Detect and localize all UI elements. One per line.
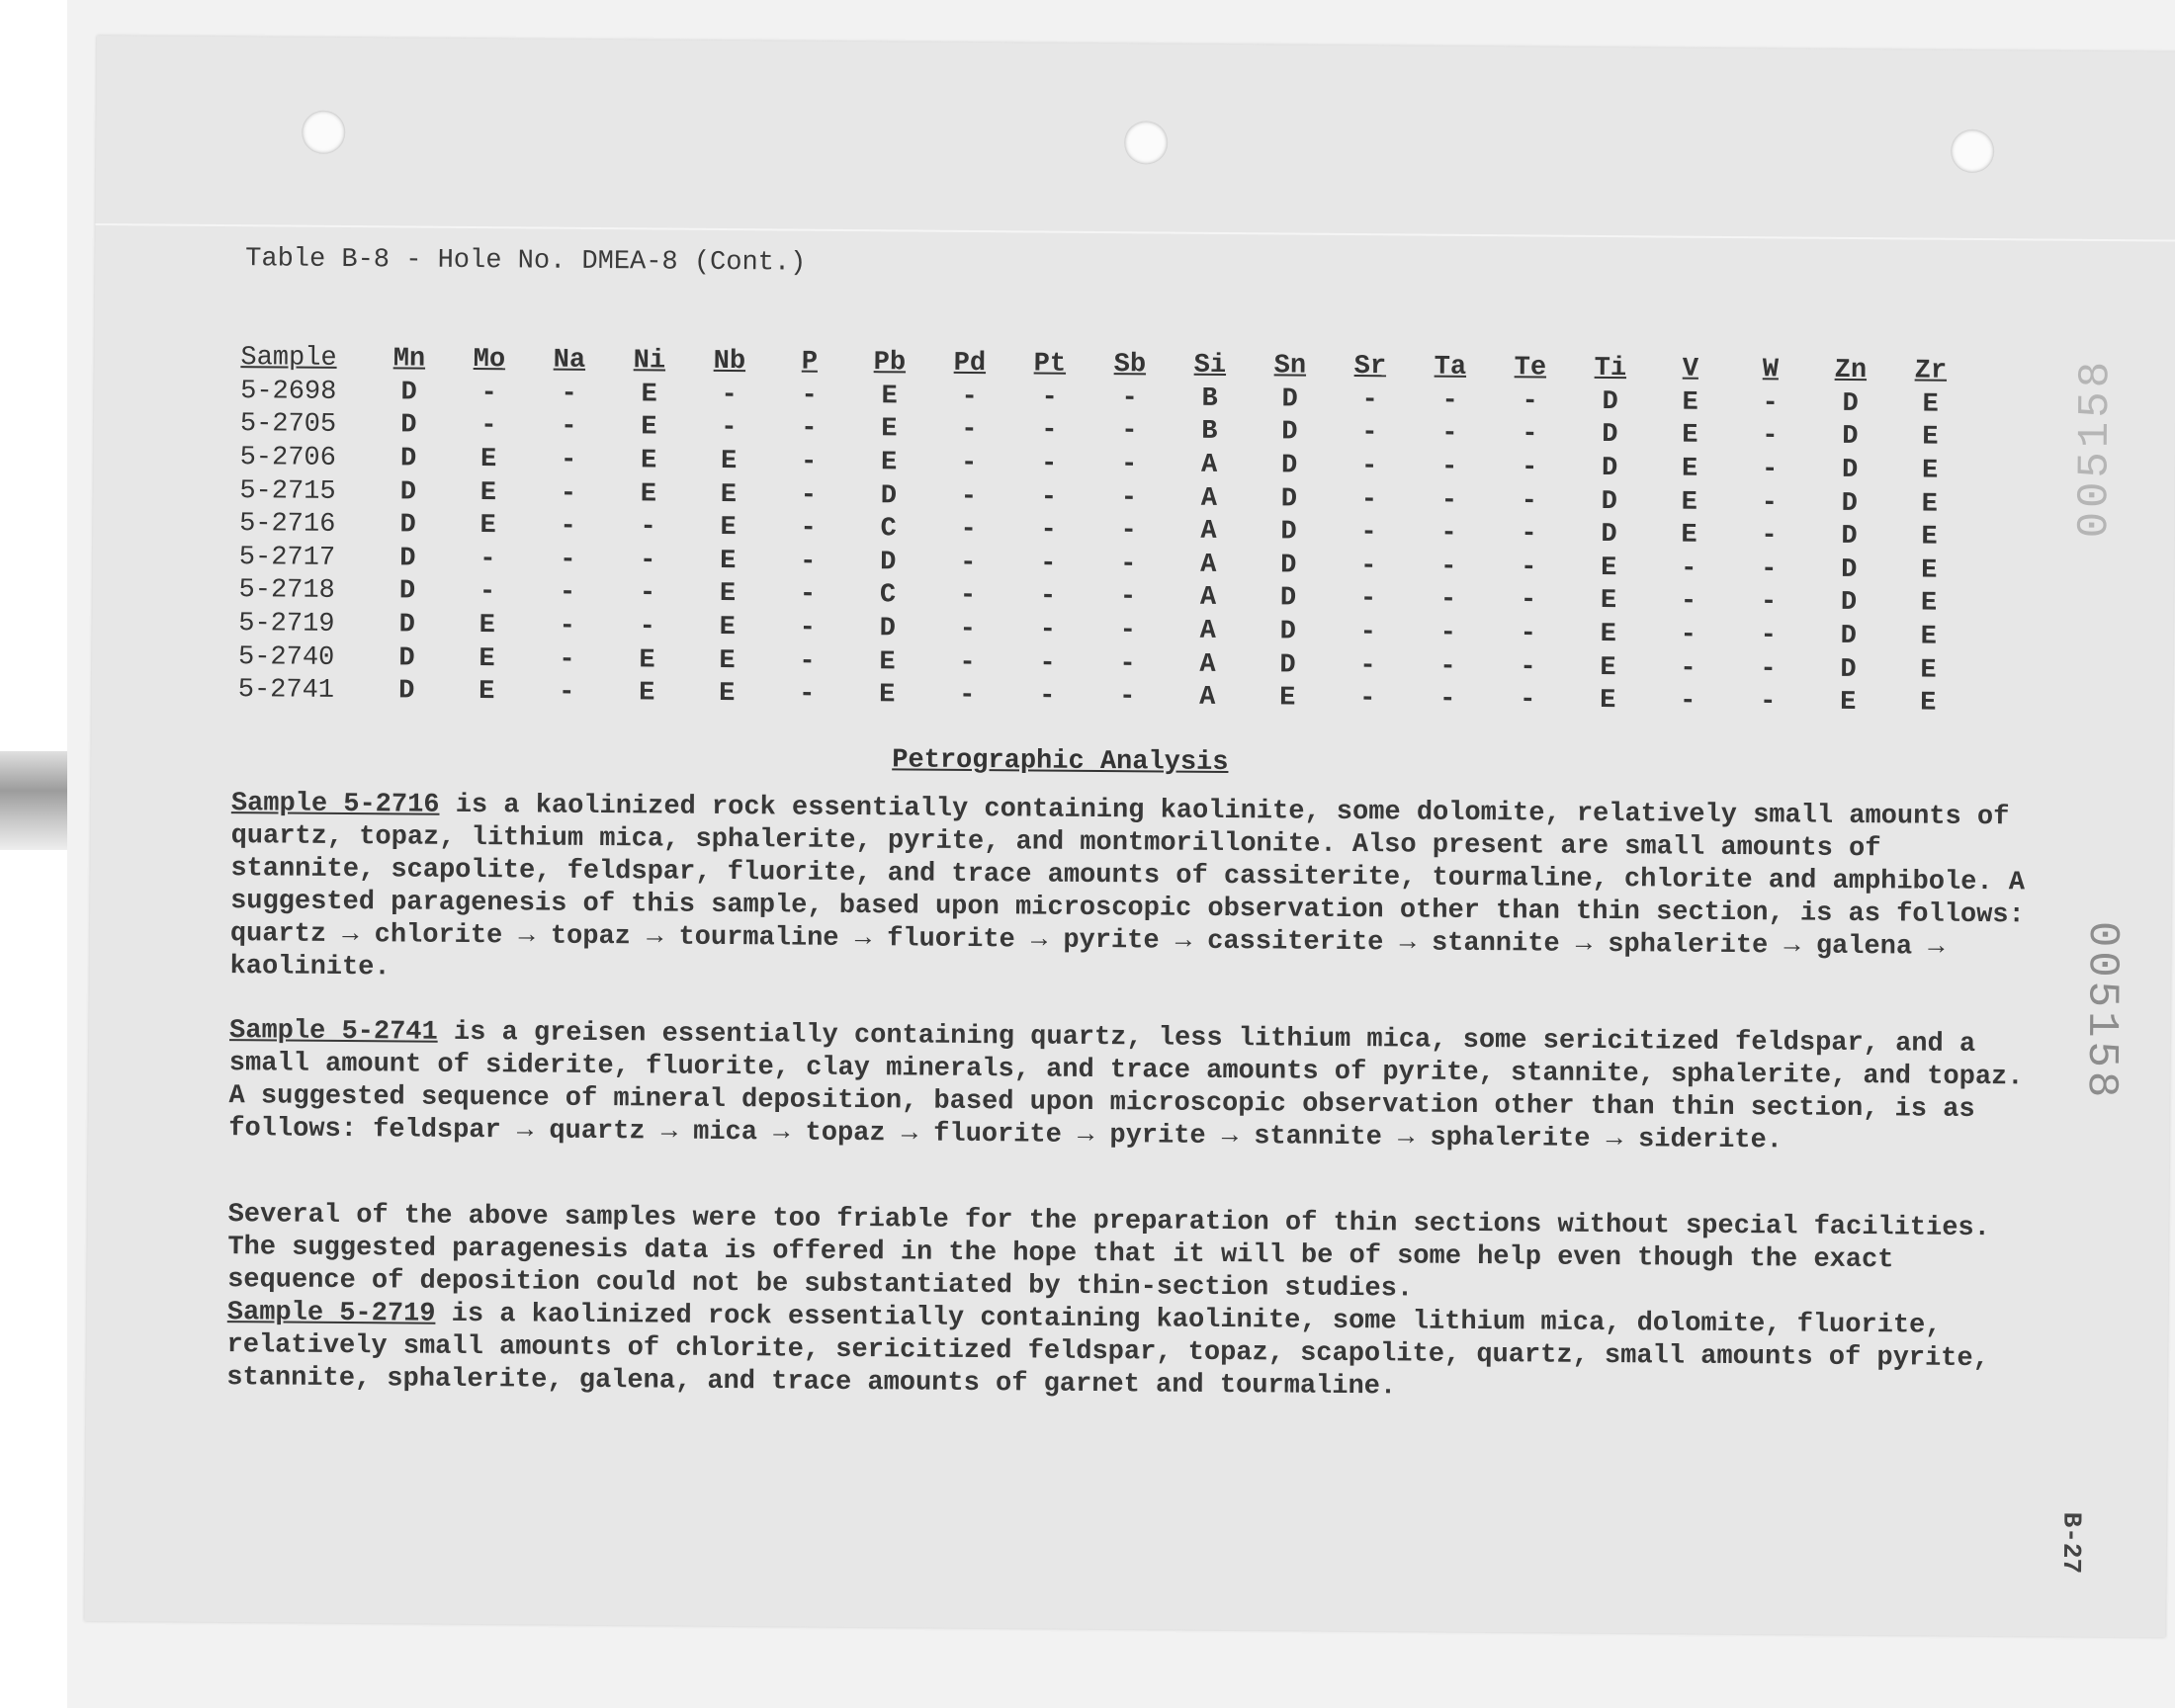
value-cell: E [1681,454,1698,484]
paragraph-friable-note [227,1199,2038,1311]
sample-id-cell: 5-2706 [239,443,336,473]
value-cell: C [880,514,897,545]
column-header-pb: Pb [873,348,907,379]
value-cell: - [1761,521,1778,552]
value-cell: - [1439,618,1457,648]
value-cell: - [1522,419,1538,450]
value-cell: - [1120,482,1138,513]
value-cell: D [1841,555,1858,585]
value-cell: - [1040,482,1058,513]
value-cell: - [1520,651,1536,682]
value-cell: E [478,611,496,641]
value-cell: D [1841,522,1858,553]
value-cell: - [560,511,576,542]
value-cell: E [720,446,738,477]
column-header-zn: Zn [1834,355,1868,386]
value-cell: D [400,378,417,408]
sample-id-cell: 5-2717 [238,542,336,573]
value-cell: C [879,580,897,611]
value-cell: - [799,646,816,677]
page-number: B-27 [2055,1511,2087,1575]
value-cell: - [1440,552,1457,582]
paragraph-lead: Sample 5-2719 [226,1298,436,1329]
value-cell: - [1680,686,1696,717]
value-cell: - [1359,584,1377,615]
value-cell: - [799,679,816,710]
paragraph-text: is a kaolinized rock essentially containing kaolinite, some dolomite, relatively small amounts of quartz, topaz, lithium mica, sphalerite, pyrite, and montmorillonite. Also present are small amounts of stannite, scapolite, feldspar, fluorite, and trace amounts of cassiterite, tourmaline, chlorite and amphibole. A suggested paragenesis of this sample, based upon microscopic observation other than thin section, is as follows: quartz → chlorite → topaz → tourmaline → fluorite → pyrite → cassiterite → stannite → sphalerite → galena → kaolinite. [229,790,2026,983]
column-header-zr: Zr [1914,356,1948,386]
value-cell: - [480,378,497,408]
value-cell: E [1601,553,1617,583]
value-cell: - [1040,515,1057,546]
paper-fold-line [95,223,2175,242]
value-cell: E [719,579,737,610]
value-cell: - [800,547,817,577]
value-cell: - [960,515,977,546]
paragraph-sample-2719 [226,1297,2037,1409]
stamp-mark-lower: 005158 [2075,920,2128,1102]
value-cell: D [398,642,415,674]
value-cell: - [1520,619,1537,649]
value-cell: - [1040,549,1057,579]
value-cell: E [639,644,655,676]
value-cell: - [1439,651,1456,682]
value-cell: - [1440,485,1458,516]
value-cell: D [879,614,897,644]
value-cell: D [1279,649,1296,681]
sample-id-cell: 5-2718 [238,575,335,607]
value-cell: - [799,613,817,643]
column-header-sn: Sn [1273,351,1307,382]
value-cell: D [399,544,416,574]
value-cell: E [478,677,495,708]
value-cell: - [559,644,575,675]
value-cell: - [1360,518,1377,549]
value-cell: D [1842,422,1859,453]
value-cell: - [1039,681,1056,712]
value-cell: B [1201,384,1218,414]
value-cell: - [1762,421,1779,452]
value-cell: - [559,677,575,708]
value-cell: D [1281,384,1298,415]
value-cell: E [1920,588,1938,619]
paragraph-text: is a greisen essentially containing quartz, less lithium mica, some sericitized feldspar, and a small amount of siderite, fluorite, clay minerals, and trace amounts of pyrite, stannite, sphalerite, and topaz. A suggested sequence of mineral deposition, based upon microscopic observation other than thin section, is as follows: feldspar → quartz → mica → topaz → fluorite → pyrite → stannite → sphalerite → siderite. [228,1017,2024,1156]
value-cell: - [960,448,978,478]
value-cell: - [1521,553,1537,583]
value-cell: E [1682,387,1698,418]
value-cell: D [1280,484,1298,515]
table-body [238,375,1971,721]
sample-id-cell: 5-2698 [240,376,337,407]
value-cell: E [479,511,496,542]
sample-id-cell: 5-2740 [237,641,335,673]
column-header-nb: Nb [713,346,746,378]
value-cell: E [641,380,657,410]
value-cell: - [480,411,497,442]
value-cell: A [1200,483,1218,514]
column-header-pt: Pt [1033,349,1067,380]
value-cell: E [1682,420,1698,452]
value-cell: - [721,380,738,410]
value-cell: E [641,412,657,443]
value-cell: - [640,546,656,576]
scan-smudge [0,751,67,850]
value-cell: - [560,545,576,575]
value-cell: D [1279,617,1297,647]
value-cell: - [560,478,577,509]
value-cell: - [1119,582,1137,613]
value-cell: D [1840,654,1857,685]
column-header-te: Te [1514,353,1547,384]
column-header-mo: Mo [473,345,506,376]
value-cell: D [1842,388,1859,419]
column-header-sr: Sr [1353,351,1387,383]
value-cell: - [801,381,818,411]
value-cell: E [879,646,896,677]
value-cell: E [640,478,657,510]
value-cell: E [1922,422,1939,454]
value-cell: - [1440,518,1457,549]
value-cell: E [719,679,736,710]
value-cell: E [479,477,497,508]
value-cell: - [1762,388,1779,419]
value-cell: - [1039,581,1057,612]
column-header-na: Na [553,345,586,376]
value-cell: - [960,481,978,512]
value-cell: - [1359,618,1377,648]
value-cell: - [960,548,977,578]
value-cell: - [1041,383,1058,413]
value-cell: D [398,576,416,607]
value-cell: - [1120,516,1137,547]
column-header-ni: Ni [633,346,666,377]
value-cell: - [478,577,496,608]
value-cell: - [1761,487,1779,518]
value-cell: - [640,512,656,543]
value-cell: - [721,413,738,444]
value-cell: E [1600,652,1616,683]
value-cell: - [1521,519,1537,550]
value-cell: - [1681,554,1697,584]
binder-hole-center [1124,121,1168,164]
value-cell: - [959,581,977,612]
value-cell: - [1361,384,1378,415]
value-cell: - [1441,385,1458,416]
value-cell: E [1840,688,1857,719]
value-cell: D [1281,417,1298,448]
value-cell: - [1361,418,1378,449]
value-cell: D [1601,453,1618,484]
value-cell: - [800,480,818,511]
column-header-p: P [801,347,819,378]
value-cell: A [1199,616,1217,646]
value-cell: E [1279,683,1296,714]
value-cell: - [1360,484,1378,515]
value-cell: - [1761,455,1779,485]
column-header-ta: Ta [1434,352,1467,383]
value-cell: - [1121,383,1138,414]
value-cell: D [1841,488,1859,519]
value-cell: - [1439,684,1456,715]
value-cell: - [1760,621,1777,651]
sample-id-cell: 5-2715 [239,475,336,507]
value-cell: D [1602,386,1618,417]
value-cell: D [400,410,417,441]
value-cell: D [399,444,417,474]
table-title: Table B-8 - Hole No. DMEA-8 (Cont.) [245,244,807,279]
value-cell: - [959,647,976,678]
value-cell: D [880,480,898,511]
value-cell: - [1041,415,1058,447]
value-cell: A [1200,516,1217,548]
value-cell: D [1602,420,1618,451]
column-header-ti: Ti [1594,353,1627,384]
value-cell: - [961,415,978,446]
value-cell: - [799,579,817,611]
value-cell: D [1841,455,1859,485]
value-cell: E [881,382,898,412]
value-cell: - [961,382,978,412]
value-cell: D [1601,486,1618,517]
value-cell: - [1760,587,1778,618]
value-cell: E [880,448,898,478]
value-cell: - [561,412,577,443]
column-header-mn: Mn [392,344,426,375]
binder-hole-right [1951,129,1994,173]
value-cell: - [479,544,496,574]
value-cell: D [880,548,897,578]
value-cell: - [1521,485,1538,517]
column-header-sb: Sb [1113,350,1147,381]
value-cell: - [801,413,818,445]
value-cell: D [1840,621,1857,651]
stamp-mark-upper: 005158 [2070,357,2122,539]
value-cell: - [959,614,977,644]
value-cell: E [1921,456,1939,486]
value-cell: E [1600,619,1616,650]
value-cell: - [1119,616,1137,646]
value-cell: A [1199,682,1216,714]
value-cell: D [1279,583,1297,614]
value-cell: E [1600,686,1616,717]
value-cell: D [1280,517,1297,548]
value-cell: - [1520,585,1537,616]
value-cell: - [639,612,656,642]
value-cell: - [1119,648,1136,679]
value-cell: B [1201,417,1218,448]
value-cell: D [398,610,416,640]
column-header-w: W [1762,355,1780,385]
value-cell: - [561,379,577,409]
value-cell: - [1121,416,1138,447]
value-cell: - [1359,684,1376,715]
value-cell: D [1280,551,1297,581]
value-cell: - [959,681,976,712]
value-cell: E [720,546,737,576]
value-cell: - [800,447,818,477]
column-header-sample: Sample [240,343,337,374]
value-cell: - [1760,687,1777,718]
paragraph-lead: Sample 5-2741 [228,1016,438,1048]
value-cell: D [399,510,416,541]
value-cell: - [1039,648,1056,679]
value-cell: - [1440,452,1458,482]
value-cell: - [1359,650,1376,681]
column-header-pd: Pd [953,348,987,380]
value-cell: - [560,445,577,475]
sample-id-cell: 5-2705 [239,409,337,441]
value-cell: D [1601,520,1617,551]
value-cell: - [1120,450,1138,480]
value-cell: E [1922,389,1939,420]
sample-id-cell: 5-2741 [237,675,335,707]
paragraph-text: is a kaolinized rock essentially containing kaolinite, some lithium mica, dolomite, fluorite, relatively small amounts of chlorite, sericitized feldspar, topaz, scapolite, quartz, small amounts of pyrite, stannite, sphalerite, galena, and trace amounts of garnet and tourmaline. [226,1299,1989,1403]
paragraph-lead: Sample 5-2716 [230,789,440,820]
value-cell: - [1360,452,1378,482]
value-cell: A [1199,583,1217,614]
value-cell: E [1681,520,1697,551]
scanner-edge-strip [0,0,67,1708]
value-cell: D [398,676,415,707]
value-cell: E [1920,622,1937,652]
paragraph-sample-2741 [228,1015,2039,1159]
value-cell: E [639,678,655,709]
value-cell: - [1761,555,1778,585]
sample-id-cell: 5-2716 [239,509,336,541]
value-cell: E [1921,522,1938,553]
value-cell: E [640,446,657,476]
value-cell: E [478,643,495,674]
value-cell: - [639,578,656,609]
value-cell: E [720,479,738,510]
value-cell: E [719,612,737,643]
value-cell: A [1200,450,1218,480]
value-cell: - [1680,653,1696,684]
value-cell: - [1680,586,1697,618]
value-cell: - [1441,419,1458,450]
value-cell: - [1520,685,1536,716]
value-cell: - [1120,549,1137,580]
value-cell: E [720,513,737,544]
column-header-si: Si [1193,350,1227,381]
value-cell: E [1920,655,1937,686]
section-heading: Petrographic Analysis [892,745,1229,779]
paragraph-sample-2716 [229,788,2040,997]
element-analysis-table [238,333,1971,721]
value-cell: - [559,578,576,609]
value-cell: E [1600,586,1617,617]
value-cell: - [1040,449,1058,479]
value-cell: D [1280,451,1298,481]
value-cell: - [1521,453,1538,483]
value-cell: - [1680,620,1696,650]
value-cell: E [479,445,497,475]
value-cell: E [879,680,896,711]
value-cell: - [1119,682,1136,713]
value-cell: E [881,414,898,445]
value-cell: - [800,513,817,544]
column-header-v: V [1682,354,1699,384]
value-cell: E [1921,555,1938,586]
sample-id-cell: 5-2719 [238,609,335,640]
value-cell: E [719,645,736,676]
value-cell: E [1921,489,1939,520]
value-cell: - [1360,551,1377,581]
value-cell: E [1920,688,1937,719]
paragraph-text: Several of the above samples were too friable for the preparation of thin sections without special facilities. The suggested paragenesis data is offered in the hope that it will be of some help even though the exact sequence of deposition could not be substantiated by thin-section studies. [226,1200,1990,1305]
value-cell: D [399,477,417,508]
value-cell: - [559,611,576,641]
value-cell: - [1522,386,1538,417]
value-cell: E [1681,487,1698,518]
value-cell: A [1199,649,1216,680]
binder-hole-left [302,111,345,154]
value-cell: D [1840,588,1858,619]
value-cell: A [1200,550,1217,580]
document-page [84,36,2175,1637]
value-cell: - [1039,615,1057,645]
value-cell: - [1760,653,1777,684]
value-cell: - [1439,585,1457,616]
